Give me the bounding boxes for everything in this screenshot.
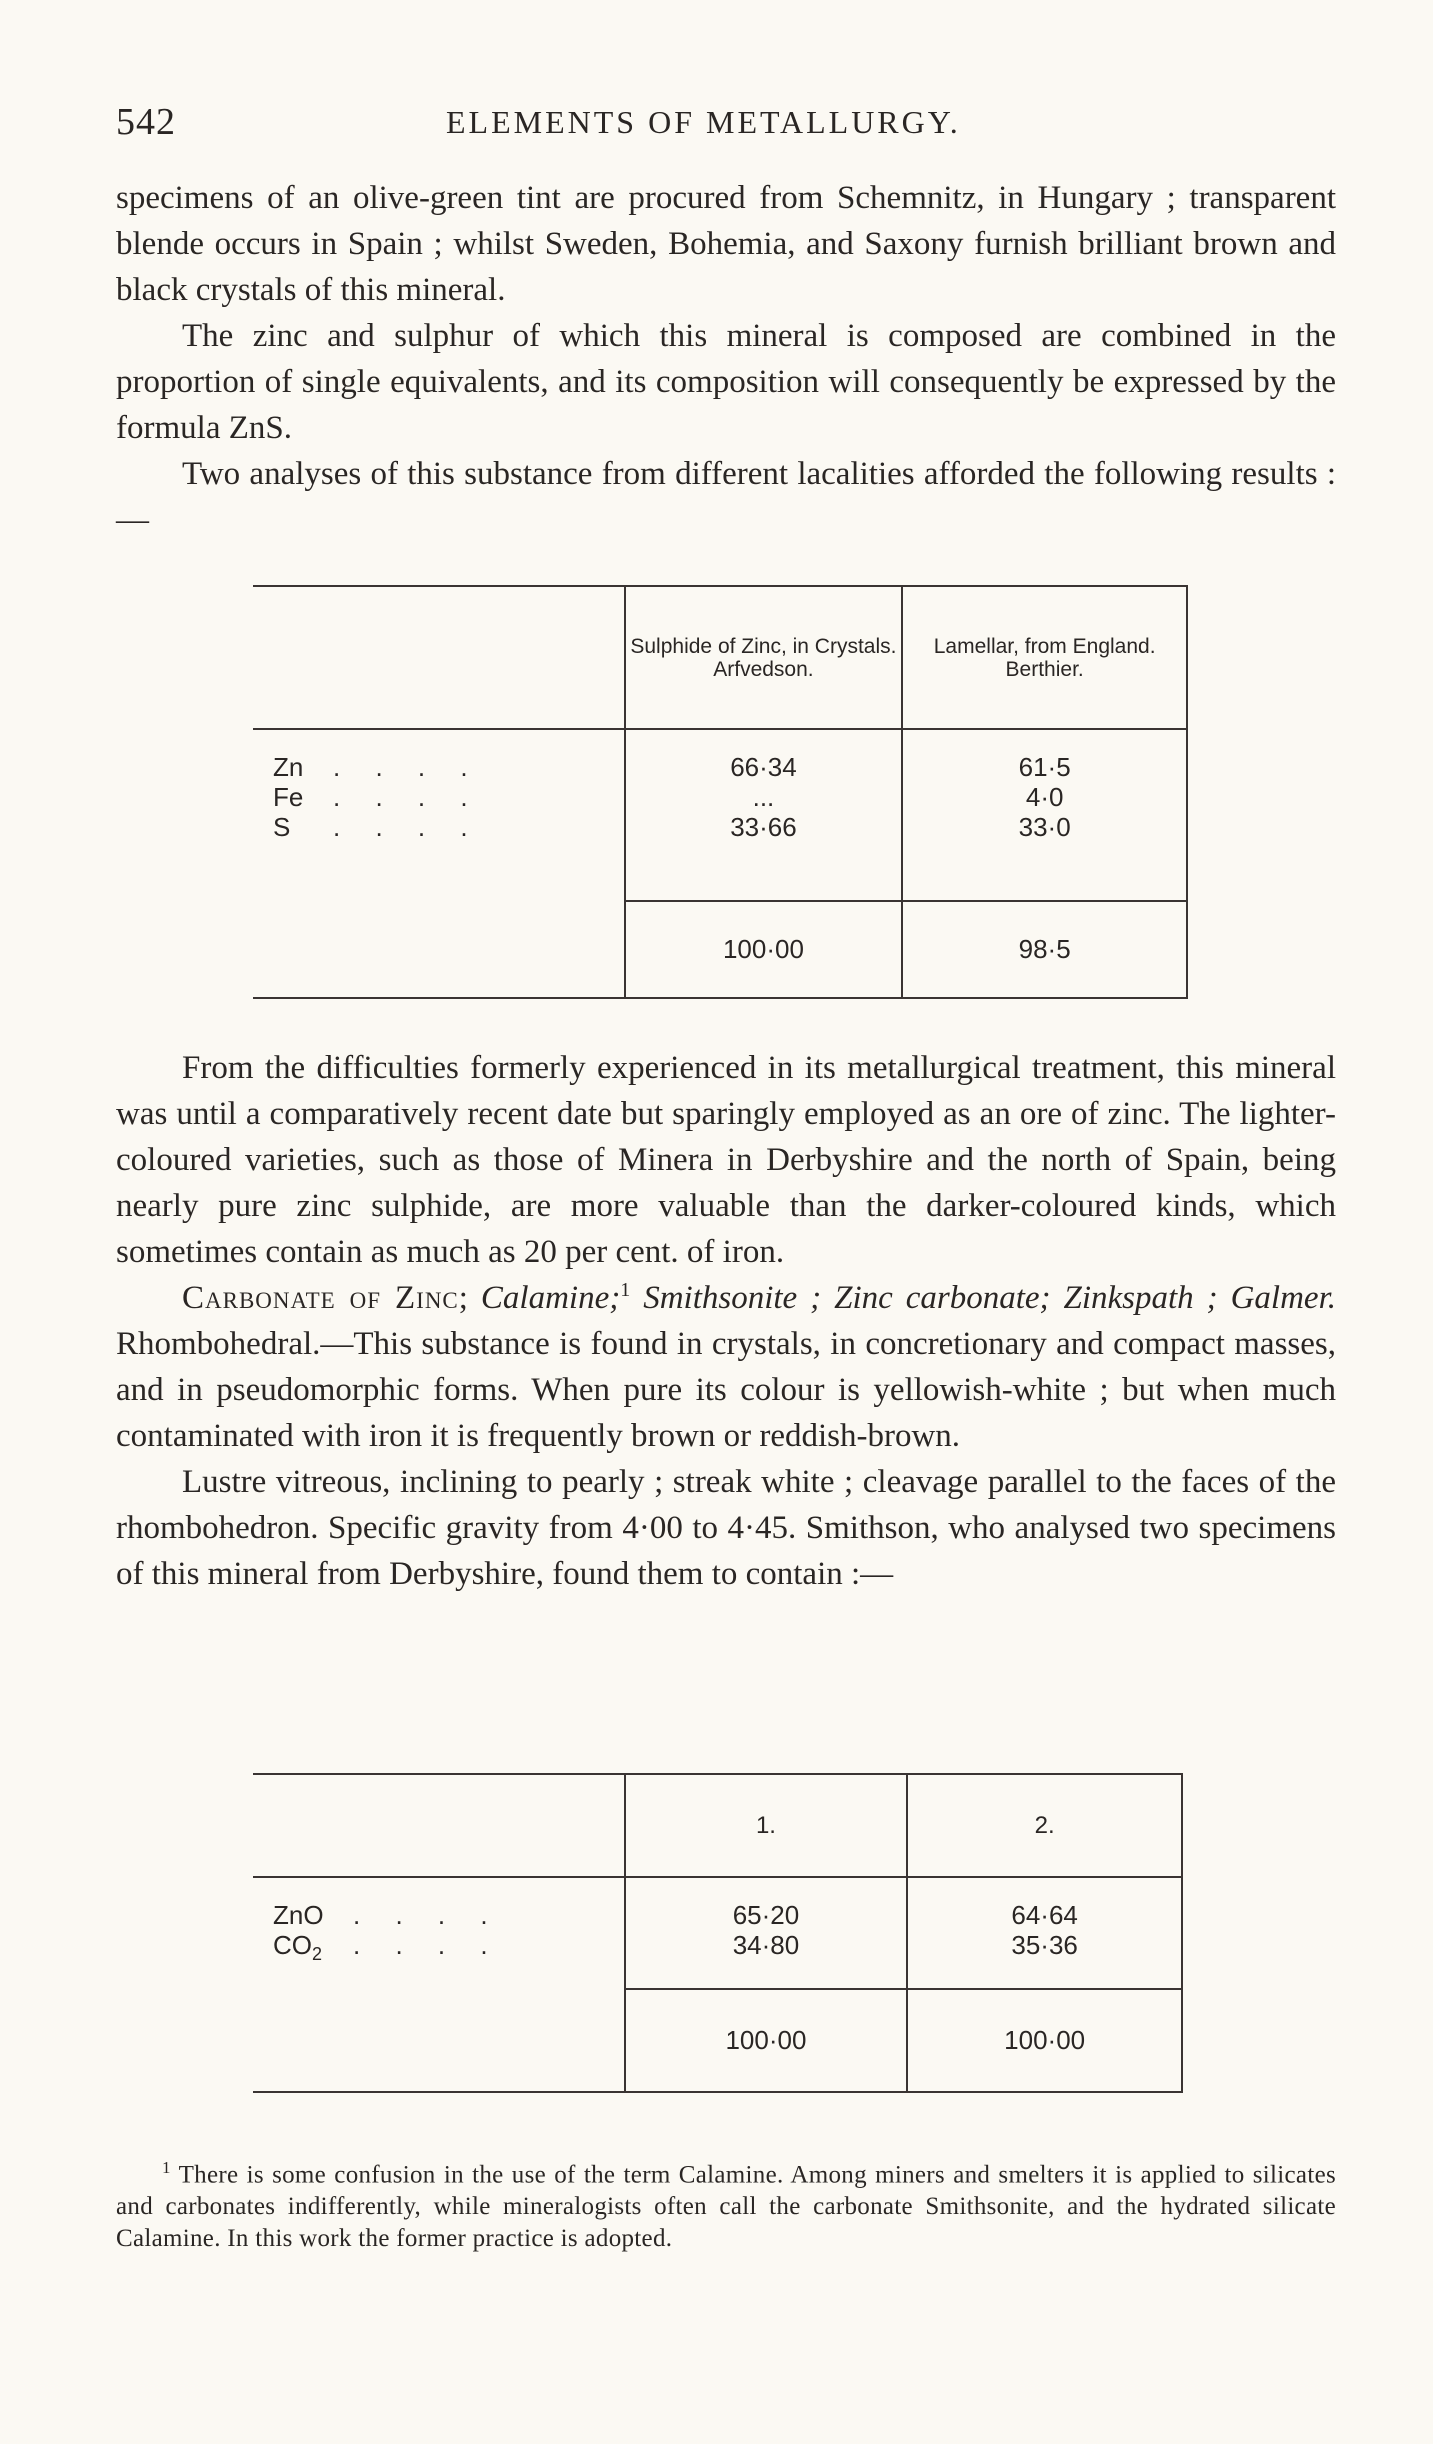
total-cell: 100·00 [625,901,903,998]
analysis-table-blende [253,585,1188,999]
body-text-top [116,175,1336,543]
separator: ; [458,1280,481,1316]
table-cell: 34·80 [732,1930,800,1960]
element-symbol: Fe [273,782,304,812]
table-cell: 64·64 [1011,1900,1078,1930]
values-column-1 [625,1877,908,1989]
column-header: 1. [625,1774,908,1877]
synonym-calamine: Calamine; [480,1280,621,1316]
running-title: ELEMENTS OF METALLURGY. [446,104,961,140]
paragraph-text: Rhombohedral.—This substance is found in crystals, in concretionary and compact masses, and in pseudomorphic forms. When pure its colour is yellowish-white ; but when much contaminated with iron it is frequently brown or reddish-brown. [116,1326,1336,1454]
total-cell: 100·00 [907,1989,1182,2092]
table-cell: ... [752,782,775,812]
footnote [116,2152,1336,2255]
table-corner [253,586,625,729]
synonyms: Smithsonite ; Zinc carbonate; Zinkspath ; Galmer. [630,1280,1337,1316]
paragraph: Lustre vitreous, inclining to pearly ; streak white ; cleavage parallel to the faces of the rhombohedron. Specific gravity from 4·00 to 4·45. Smithson, who analysed two specimens of this mineral from Derbyshire, found them to contain :— [116,1464,1336,1592]
table-cell: 35·36 [1011,1930,1078,1960]
row-labels [253,729,625,998]
table-cell: 65·20 [732,1900,800,1930]
leader-dots: . . . . [353,1930,502,1960]
paragraph: specimens of an olive-green tint are procured from Schemnitz, in Hungary ; transparent blende occurs in Spain ; whilst Sweden, Bohemia, and Saxony furnish brilliant brown and black crystals of this mineral. [116,180,1336,308]
paragraph: Two analyses of this substance from different lacalities afforded the following results :— [116,456,1336,538]
total-cell: 98·5 [902,901,1187,998]
footnote-text-block [116,2152,1336,2255]
section-heading: Carbonate of Zinc [182,1280,459,1316]
column-header: 2. [907,1774,1182,1877]
table-cell: 66·34 [730,752,797,782]
element-symbol: Zn [273,752,304,782]
paragraph-carbonate-of-zinc [116,1275,1336,1459]
table-cell: 33·66 [730,812,797,842]
table-corner [253,1774,625,1877]
paragraph: The zinc and sulphur of which this mineral is composed are combined in the proportion of single equivalents, and its composition will consequently be expressed by the formula ZnS. [116,318,1336,446]
table-cell: 4·0 [1025,782,1064,812]
analysis-table-calamine [253,1773,1183,2093]
table-row [273,812,624,842]
leader-dots: . . . . [333,782,482,812]
values-column-1 [625,729,903,901]
total-cell: 100·00 [625,1989,908,2092]
table-cell: 61·5 [1018,752,1071,782]
compound-formula [273,1930,353,1969]
formula-base: CO [273,1930,312,1960]
values-column-2 [907,1877,1182,1989]
leader-dots: . . . . [353,1900,502,1930]
page-number: 542 [116,101,176,143]
table-row [273,782,624,812]
table-cell: 33·0 [1018,812,1071,842]
element-symbol: S [273,812,291,842]
column-header: Lamellar, from England. Berthier. [902,586,1187,729]
row-labels [253,1877,625,2092]
footnote-number: 1 [162,2158,171,2177]
paragraph: From the difficulties formerly experienced in its metallurgical treatment, this mineral was until a comparatively recent date but sparingly employed as an ore of zinc. The lighter-coloured varieties, such as those of Minera in Derbyshire and the north of Spain, being nearly pure zinc sulphide, are more valuable than the darker-coloured kinds, which sometimes contain as much as 20 per cent. of iron. [116,1050,1336,1270]
compound-formula: ZnO [273,1900,324,1930]
page-header [116,100,1336,150]
column-header: Sulphide of Zinc, in Crystals. Arfvedson. [625,586,903,729]
body-text-middle [116,1045,1336,1597]
footnote-marker: 1 [620,1279,631,1301]
values-column-2 [902,729,1187,901]
table-row [273,752,624,782]
table-row [273,1900,624,1930]
leader-dots: . . . . [333,752,482,782]
table-row [273,1930,624,1969]
leader-dots: . . . . [333,812,482,842]
footnote-text: There is some confusion in the use of the term Calamine. Among miners and smelters it is applied to silicates and carbonates indifferently, while mineralogists often call the carbonate Smithsonite, and the hydrated silicate Calamine. In this work the former practice is adopted. [116,2161,1336,2253]
formula-subscript: 2 [312,1944,323,1965]
